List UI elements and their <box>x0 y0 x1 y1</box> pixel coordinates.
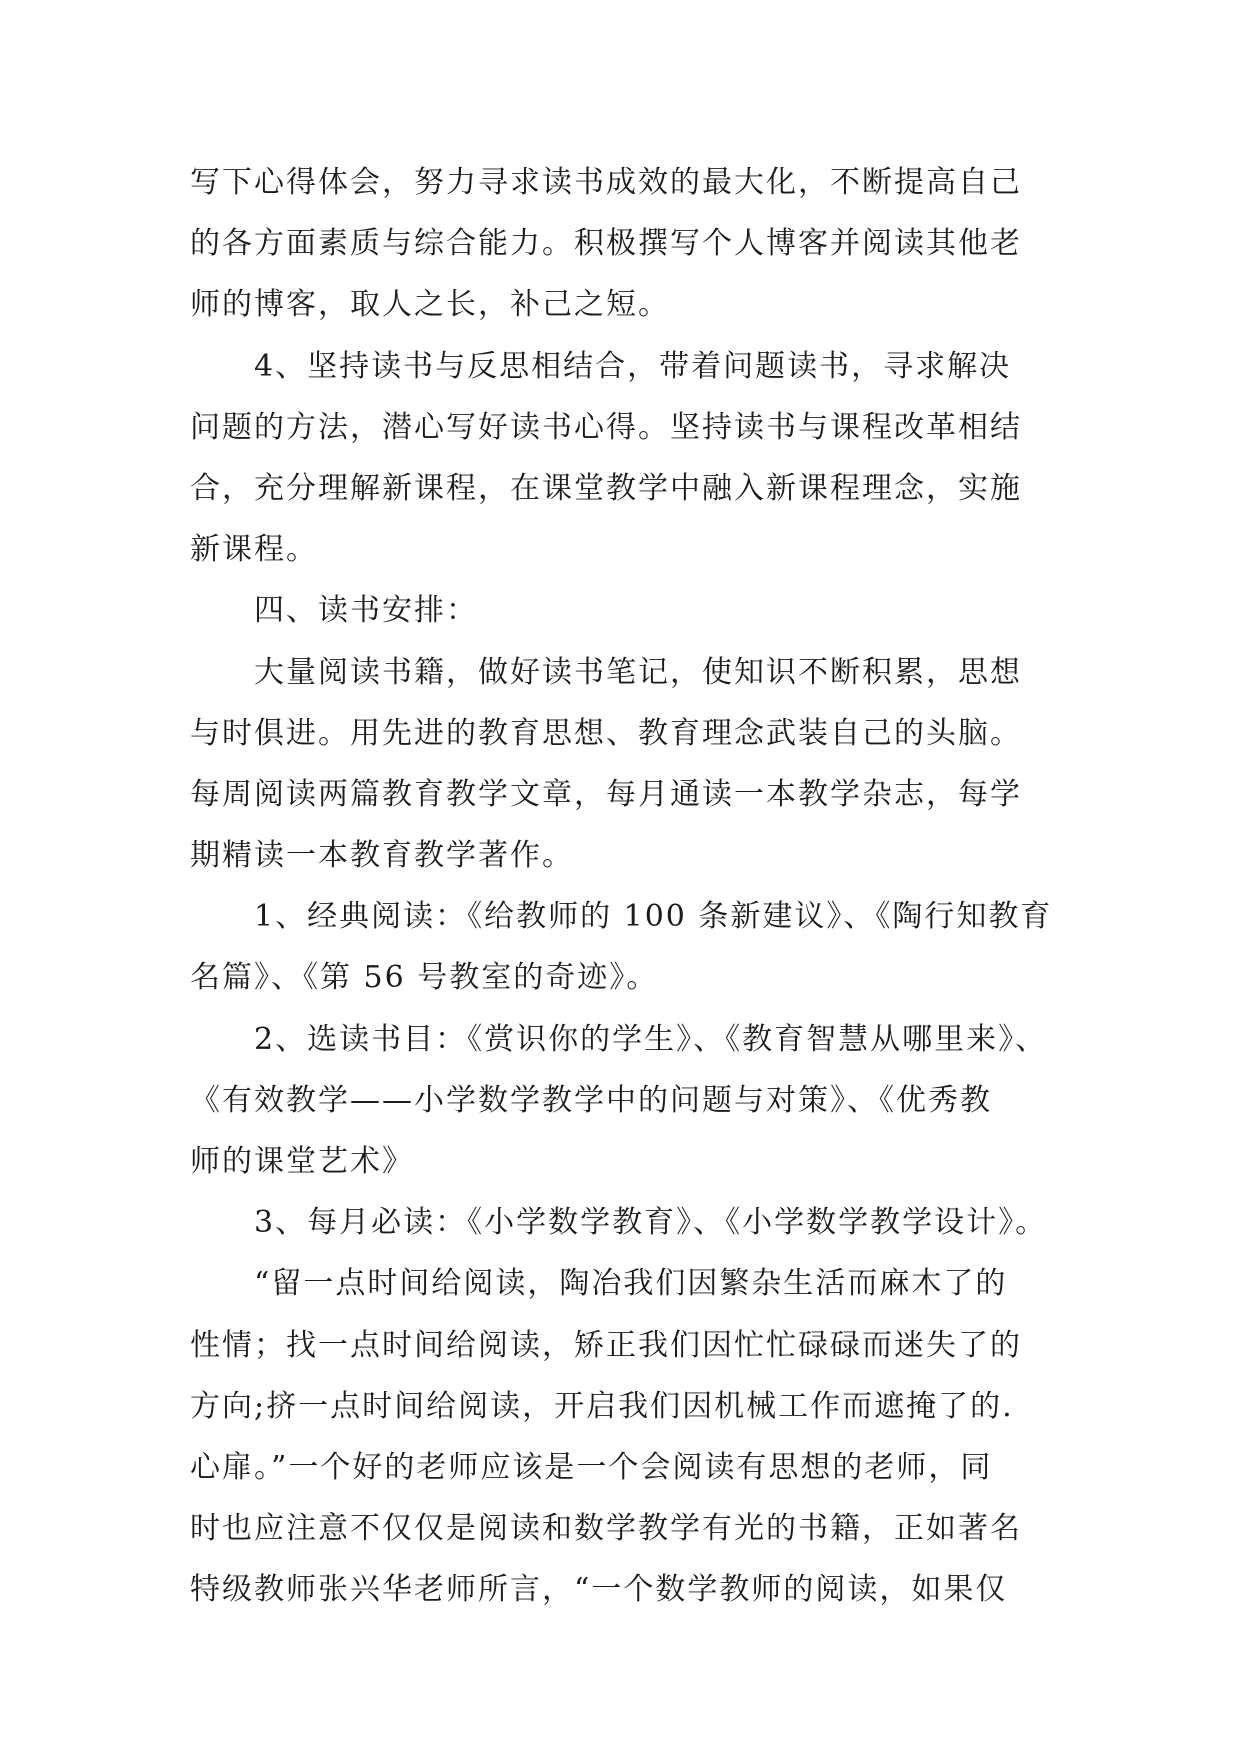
text-line: 1、经典阅读：《给教师的 100 条新建议》、《陶行知教育 <box>254 899 1053 935</box>
text-line: 问题的方法，潜心写好读书心得。坚持读书与课程改革相结 <box>190 409 1022 445</box>
text-line: 师的课堂艺术》 <box>190 1144 414 1179</box>
text-line: 新课程。 <box>190 532 318 568</box>
text-line: 大量阅读书籍，做好读书笔记，使知识不断积累，思想 <box>254 654 1022 690</box>
text-line: 名篇》、《第 56 号教室的奇迹》。 <box>190 960 659 996</box>
text-line: 时也应注意不仅仅是阅读和数学教学有光的书籍，正如著名 <box>190 1511 1022 1547</box>
text-line: “留一点时间给阅读，陶冶我们因繁杂生活而麻木了的 <box>254 1266 1008 1302</box>
text-line: 的各方面素质与综合能力。积极撰写个人博客并阅读其他老 <box>190 226 1022 262</box>
text-line: 方向;挤一点时间给阅读，开启我们因机械工作而遮掩了的. <box>190 1388 1014 1424</box>
text-line: 2、选读书目：《赏识你的学生》、《教育智慧从哪里来》、 <box>254 1021 1048 1057</box>
text-line: 4、坚持读书与反思相结合，带着问题读书，寻求解决 <box>254 348 1012 384</box>
text-line: 期精读一本教育教学著作。 <box>190 838 574 874</box>
text-line: 合，充分理解新课程，在课堂教学中融入新课程理念，实施 <box>190 470 1022 506</box>
text-line: 特级教师张兴华老师所言，“一个数学教师的阅读，如果仅 <box>190 1572 1008 1608</box>
text-line: 心扉。”一个好的老师应该是一个会阅读有思想的老师，同 <box>190 1449 993 1485</box>
text-line: 师的博客，取人之长，补己之短。 <box>190 287 670 323</box>
text-line: 《有效教学——小学数学教学中的问题与对策》、《优秀教 <box>190 1082 992 1118</box>
text-line: 与时俱进。用先进的教育思想、教育理念武装自己的头脑。 <box>190 715 1022 751</box>
body-text <box>190 152 1090 1621</box>
text-line: 每周阅读两篇教育教学文章，每月通读一本教学杂志，每学 <box>190 776 1022 812</box>
text-line: 3、每月必读：《小学数学教育》、《小学数学教学设计》。 <box>254 1205 1048 1241</box>
section-heading: 四、读书安排： <box>254 593 478 629</box>
text-line: 性情；找一点时间给阅读，矫正我们因忙忙碌碌而迷失了的 <box>190 1327 1022 1363</box>
text-line: 写下心得体会，努力寻求读书成效的最大化，不断提高自己 <box>190 165 1022 200</box>
